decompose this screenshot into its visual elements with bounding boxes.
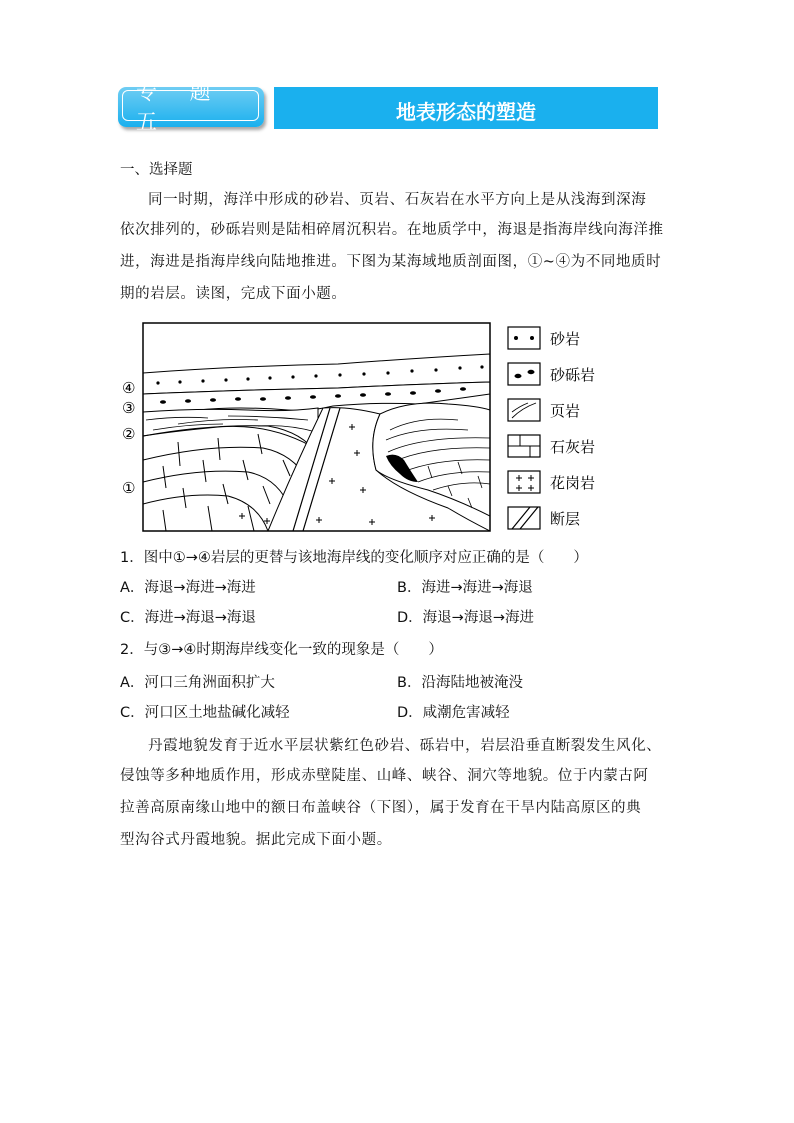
layer-label-3: ③ <box>122 399 136 417</box>
passage-2-line-2: 侵蚀等多种地质作用，形成赤壁陡崖、山峰、峡谷、洞穴等地貌。位于内蒙古阿 <box>120 768 649 784</box>
question-2-option-a[interactable]: A．河口三角洲面积扩大 <box>120 675 275 691</box>
page-title: 地表形态的塑造 <box>274 87 658 129</box>
legend-fault: 断层 <box>550 510 581 528</box>
layer-label-1: ① <box>122 479 136 497</box>
layer-label-2: ② <box>122 425 136 443</box>
geologic-section-figure <box>118 320 618 535</box>
question-2-stem: 2．与③→④时期海岸线变化一致的现象是（ ） <box>120 642 443 658</box>
legend-shale: 页岩 <box>550 402 581 420</box>
question-1-option-d[interactable]: D．海退→海退→海进 <box>397 610 534 626</box>
cross-section-strata <box>143 354 490 531</box>
question-2-option-b[interactable]: B．沿海陆地被淹没 <box>397 675 523 691</box>
question-1-option-a[interactable]: A．海退→海进→海进 <box>120 580 256 596</box>
passage-2-line-4: 型沟谷式丹霞地貌。据此完成下面小题。 <box>120 832 392 848</box>
passage-2-line-3: 拉善高原南缘山地中的额日布盖峡谷（下图），属于发育在干旱内陆高原区的典 <box>120 800 642 816</box>
sandstone-swatch <box>508 327 540 349</box>
intro-line-3: 进，海进是指海岸线向陆地推进。下图为某海域地质剖面图，①~④为不同地质时 <box>120 254 662 270</box>
layer-label-4: ④ <box>122 379 136 397</box>
legend-conglomerate: 砂砾岩 <box>550 366 596 384</box>
passage-2-line-1: 丹霞地貌发育于近水平层状紫红色砂岩、砾岩中，岩层沿垂直断裂发生风化、 <box>148 738 662 754</box>
topic-badge <box>118 79 264 134</box>
section-title: 一、选择题 <box>120 162 193 178</box>
topic-number: 专 题 五 <box>122 90 259 121</box>
intro-line-1: 同一时期，海洋中形成的砂岩、页岩、石灰岩在水平方向上是从浅海到深海 <box>148 192 647 208</box>
conglomerate-swatch <box>508 363 540 385</box>
figure-legend <box>508 327 595 529</box>
intro-line-2: 依次排列的，砂砾岩则是陆相碎屑沉积岩。在地质学中，海退是指海岸线向海洋推 <box>120 222 664 238</box>
intro-line-4: 期的岩层。读图，完成下面小题。 <box>120 286 347 302</box>
question-2-option-d[interactable]: D．咸潮危害减轻 <box>397 705 510 721</box>
question-1-option-b[interactable]: B．海进→海进→海退 <box>397 580 533 596</box>
legend-granite: 花岗岩 <box>550 474 596 492</box>
legend-sandstone: 砂岩 <box>550 330 581 348</box>
question-2-option-c[interactable]: C．河口区土地盐碱化减轻 <box>120 705 290 721</box>
question-1-stem: 1．图中①→④岩层的更替与该地海岸线的变化顺序对应正确的是（ ） <box>120 550 588 566</box>
granite-swatch <box>508 471 540 493</box>
legend-limestone: 石灰岩 <box>550 438 596 456</box>
question-1-option-c[interactable]: C．海进→海退→海退 <box>120 610 256 626</box>
